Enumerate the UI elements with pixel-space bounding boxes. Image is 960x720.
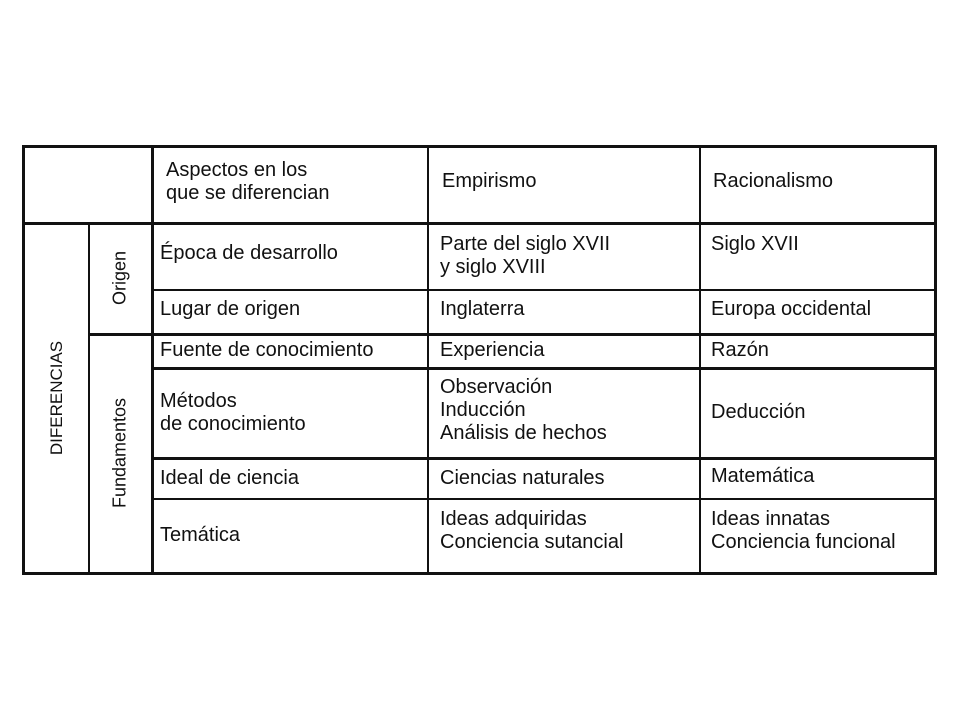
aspect-line: Fuente de conocimiento bbox=[160, 339, 374, 361]
header-separator bbox=[22, 222, 937, 225]
row-epoca-empirismo bbox=[440, 233, 610, 279]
row-ideal-aspect bbox=[160, 467, 299, 490]
row-lugar-racionalismo bbox=[711, 298, 871, 321]
header-empirismo: Empirismo bbox=[442, 170, 537, 192]
racionalismo-line: Conciencia funcional bbox=[711, 531, 896, 553]
header-racionalismo: Racionalismo bbox=[713, 170, 834, 192]
racionalismo-column-divider bbox=[699, 145, 701, 575]
empirismo-line: Experiencia bbox=[440, 339, 545, 361]
subgroup-label-origen: Origen bbox=[109, 250, 130, 306]
empirismo-line: Inglaterra bbox=[440, 298, 525, 320]
empirismo-line: Ideas adquiridas bbox=[440, 508, 587, 530]
row-epoca-aspect bbox=[160, 242, 338, 265]
row-separator-3 bbox=[151, 367, 937, 370]
row-fuente-empirismo bbox=[440, 339, 545, 362]
row-epoca-racionalismo bbox=[711, 233, 799, 256]
row-tematica-racionalismo bbox=[711, 508, 896, 554]
row-ideal-empirismo bbox=[440, 467, 605, 490]
row-lugar-aspect bbox=[160, 298, 300, 321]
aspect-line: Métodos bbox=[160, 390, 237, 412]
aspect-line: de conocimiento bbox=[160, 413, 306, 435]
table-right-border bbox=[934, 145, 937, 575]
table-bottom-border bbox=[22, 572, 937, 575]
header-aspects bbox=[166, 159, 329, 205]
row-metodos-empirismo bbox=[440, 376, 607, 445]
aspect-column-divider bbox=[151, 145, 154, 575]
table-left-border bbox=[22, 145, 25, 575]
row-separator-1 bbox=[151, 289, 937, 291]
row-metodos-aspect bbox=[160, 390, 306, 436]
row-separator-origen-fundamentos bbox=[88, 333, 937, 336]
group-label-diferencias: DIFERENCIAS bbox=[47, 340, 66, 456]
row-separator-4 bbox=[151, 457, 937, 460]
header-aspects-line1: Aspectos en los bbox=[166, 159, 308, 181]
racionalismo-line: Matemática bbox=[711, 465, 815, 487]
racionalismo-line: Deducción bbox=[711, 401, 806, 423]
empirismo-line: Observación bbox=[440, 376, 553, 398]
aspect-line: Temática bbox=[160, 524, 241, 546]
racionalismo-line: Siglo XVII bbox=[711, 233, 799, 255]
row-metodos-racionalismo bbox=[711, 401, 806, 424]
empirismo-line: Análisis de hechos bbox=[440, 422, 607, 444]
empirismo-column-divider bbox=[427, 145, 429, 575]
aspect-line: Ideal de ciencia bbox=[160, 467, 299, 489]
aspect-line: Época de desarrollo bbox=[160, 242, 338, 264]
group-column-divider bbox=[88, 222, 90, 574]
table-top-border bbox=[22, 145, 937, 148]
empirismo-line: Inducción bbox=[440, 399, 526, 421]
header-aspects-line2: que se diferencian bbox=[166, 182, 330, 204]
row-fuente-aspect bbox=[160, 339, 373, 362]
row-fuente-racionalismo bbox=[711, 339, 769, 362]
row-tematica-empirismo bbox=[440, 508, 623, 554]
aspect-line: Lugar de origen bbox=[160, 298, 301, 320]
subgroup-label-fundamentos: Fundamentos bbox=[109, 397, 130, 509]
empirismo-line: Ciencias naturales bbox=[440, 467, 605, 489]
racionalismo-line: Europa occidental bbox=[711, 298, 872, 320]
row-tematica-aspect bbox=[160, 524, 240, 547]
racionalismo-line: Razón bbox=[711, 339, 769, 361]
racionalismo-line: Ideas innatas bbox=[711, 508, 830, 530]
empirismo-line: Conciencia sutancial bbox=[440, 531, 624, 553]
row-separator-5 bbox=[151, 498, 937, 500]
row-lugar-empirismo bbox=[440, 298, 525, 321]
row-ideal-racionalismo bbox=[711, 465, 814, 488]
empirismo-line: y siglo XVIII bbox=[440, 256, 546, 278]
empirismo-line: Parte del siglo XVII bbox=[440, 233, 611, 255]
